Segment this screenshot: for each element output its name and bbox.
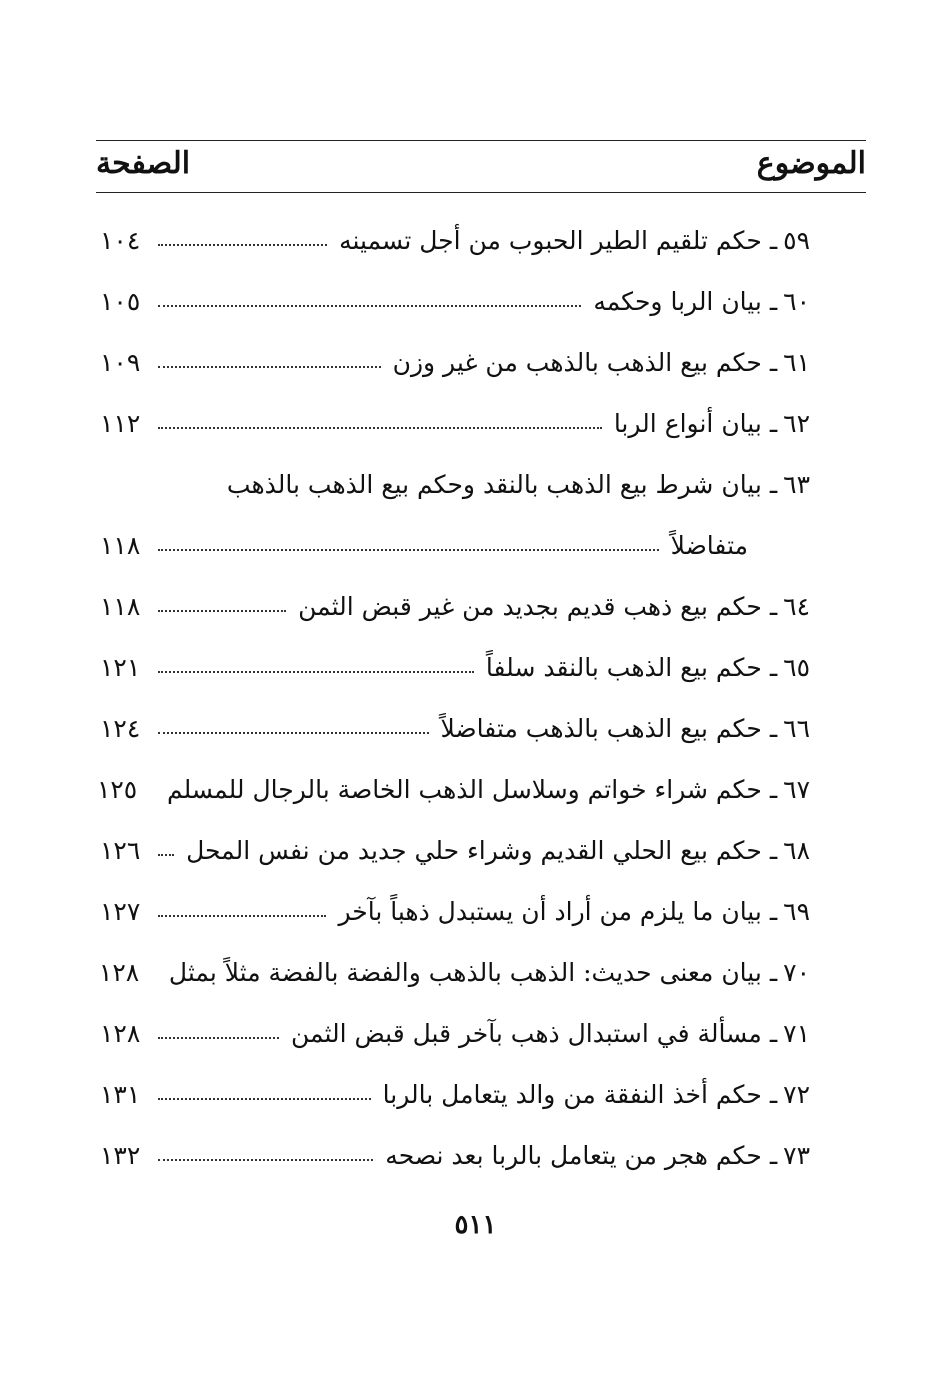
entry-page-number: ١٢٥ <box>96 775 138 804</box>
toc-entry <box>100 1064 810 1125</box>
entry-page-number: ١٣٢ <box>100 1141 141 1170</box>
entry-page-number: ١٢١ <box>100 653 141 682</box>
entry-dash: ـ <box>769 1019 778 1048</box>
dot-leader <box>158 854 174 856</box>
entry-title: بيان ما يلزم من أراد أن يستبدل ذهباً بآخر <box>338 897 762 926</box>
entry-page-number: ١٢٧ <box>100 897 141 926</box>
entry-number: ٦٤ <box>783 592 810 621</box>
entry-dash: ـ <box>769 836 778 865</box>
header-top-rule <box>96 140 866 141</box>
dot-leader <box>158 610 286 612</box>
entry-title: حكم هجر من يتعامل بالربا بعد نصحه <box>385 1141 762 1170</box>
toc-entry <box>100 210 810 271</box>
entry-title: حكم بيع الحلي القديم وشراء حلي جديد من نفس المحل <box>186 836 762 865</box>
toc-entry <box>96 759 810 820</box>
entry-page-number: ١١٢ <box>100 409 141 438</box>
topic-column-label: الموضوع <box>756 146 866 181</box>
entry-title: بيان معنى حديث: الذهب بالذهب والفضة بالفضة مثلاً بمثل <box>168 958 762 987</box>
dot-leader <box>158 915 326 917</box>
entry-dash: ـ <box>769 226 778 255</box>
dot-leader <box>158 305 581 307</box>
toc-entry <box>100 271 810 332</box>
toc-entry-multiline <box>100 454 810 576</box>
entry-title: بيان أنواع الربا <box>613 409 762 438</box>
entry-first-line <box>100 454 810 515</box>
entry-number: ٦٦ <box>783 714 810 743</box>
dot-leader <box>158 549 659 551</box>
entry-page-number: ١٠٤ <box>100 226 141 255</box>
entry-title: حكم بيع الذهب بالذهب من غير وزن <box>392 348 762 377</box>
entry-title: حكم بيع الذهب بالنقد سلفاً <box>485 653 762 682</box>
entry-title-line2: متفاضلاً <box>670 531 748 560</box>
entry-number: ٦٥ <box>783 653 810 682</box>
entry-dash: ـ <box>769 409 778 438</box>
entry-dash: ـ <box>769 714 778 743</box>
toc-entry <box>100 332 810 393</box>
header-bottom-rule <box>96 192 866 193</box>
dot-leader <box>158 732 429 734</box>
entry-title: حكم بيع الذهب بالذهب متفاضلاً <box>440 714 762 743</box>
entry-number: ٦٨ <box>783 836 810 865</box>
dot-leader <box>158 427 602 429</box>
entry-title: بيان الربا وحكمه <box>593 287 762 316</box>
toc-entry <box>100 881 810 942</box>
entry-number: ٦٧ <box>783 775 810 804</box>
toc-entry <box>100 698 810 759</box>
entry-dash: ـ <box>769 958 778 987</box>
dot-leader <box>158 671 474 673</box>
toc-entry <box>100 637 810 698</box>
dot-leader <box>158 1037 279 1039</box>
entry-page-number: ١١٨ <box>100 592 141 621</box>
dot-leader <box>158 1098 371 1100</box>
entry-title: حكم بيع ذهب قديم بجديد من غير قبض الثمن <box>298 592 762 621</box>
dot-leader <box>158 366 381 368</box>
entry-page-number: ١١٨ <box>100 531 141 560</box>
entry-dash: ـ <box>769 592 778 621</box>
toc-header <box>96 146 866 192</box>
entry-page-number: ١٢٨ <box>98 958 140 987</box>
page-column-label: الصفحة <box>96 146 191 181</box>
entry-page-number: ١٠٥ <box>100 287 141 316</box>
entry-dash: ـ <box>769 1141 778 1170</box>
toc-entry <box>100 393 810 454</box>
entry-number: ٦٩ <box>783 897 810 926</box>
entry-dash: ـ <box>769 1080 778 1109</box>
entry-page-number: ١٠٩ <box>100 348 141 377</box>
entry-page-number: ١٣١ <box>100 1080 141 1109</box>
dot-leader <box>158 1159 373 1161</box>
toc-entry <box>100 1125 810 1186</box>
entry-page-number: ١٢٨ <box>100 1019 141 1048</box>
entry-title: حكم أخذ النفقة من والد يتعامل بالربا <box>382 1080 762 1109</box>
entry-number: ٦٣ <box>783 470 810 499</box>
toc-entry <box>100 942 810 1003</box>
entry-second-line <box>100 515 810 576</box>
entry-number: ٥٩ <box>783 226 810 255</box>
entry-dash: ـ <box>769 287 778 316</box>
toc-entry <box>100 576 810 637</box>
entry-title: حكم تلقيم الطير الحبوب من أجل تسمينه <box>339 226 762 255</box>
entry-title: حكم شراء خواتم وسلاسل الذهب الخاصة بالرجال للمسلم <box>166 775 762 804</box>
entry-dash: ـ <box>769 348 778 377</box>
entry-title-line1: بيان شرط بيع الذهب بالنقد وحكم بيع الذهب بالذهب <box>226 470 762 499</box>
entry-number: ٦١ <box>783 348 810 377</box>
entry-dash: ـ <box>769 775 778 804</box>
entry-number: ٧٢ <box>783 1080 810 1109</box>
entry-dash: ـ <box>769 653 778 682</box>
entry-number: ٧٣ <box>783 1141 810 1170</box>
dot-leader <box>158 244 327 246</box>
entry-number: ٦٢ <box>783 409 810 438</box>
entry-number: ٧١ <box>783 1019 810 1048</box>
entry-number: ٦٠ <box>783 287 810 316</box>
entry-page-number: ١٢٦ <box>100 836 141 865</box>
entry-title: مسألة في استبدال ذهب بآخر قبل قبض الثمن <box>291 1019 762 1048</box>
toc-entry <box>100 820 810 881</box>
entry-dash: ـ <box>769 470 778 499</box>
page-number-footer: ٥١١ <box>454 1210 497 1240</box>
toc-entry <box>100 1003 810 1064</box>
entry-number: ٧٠ <box>783 958 810 987</box>
entry-page-number: ١٢٤ <box>100 714 141 743</box>
entry-dash: ـ <box>769 897 778 926</box>
table-of-contents <box>96 210 810 1186</box>
